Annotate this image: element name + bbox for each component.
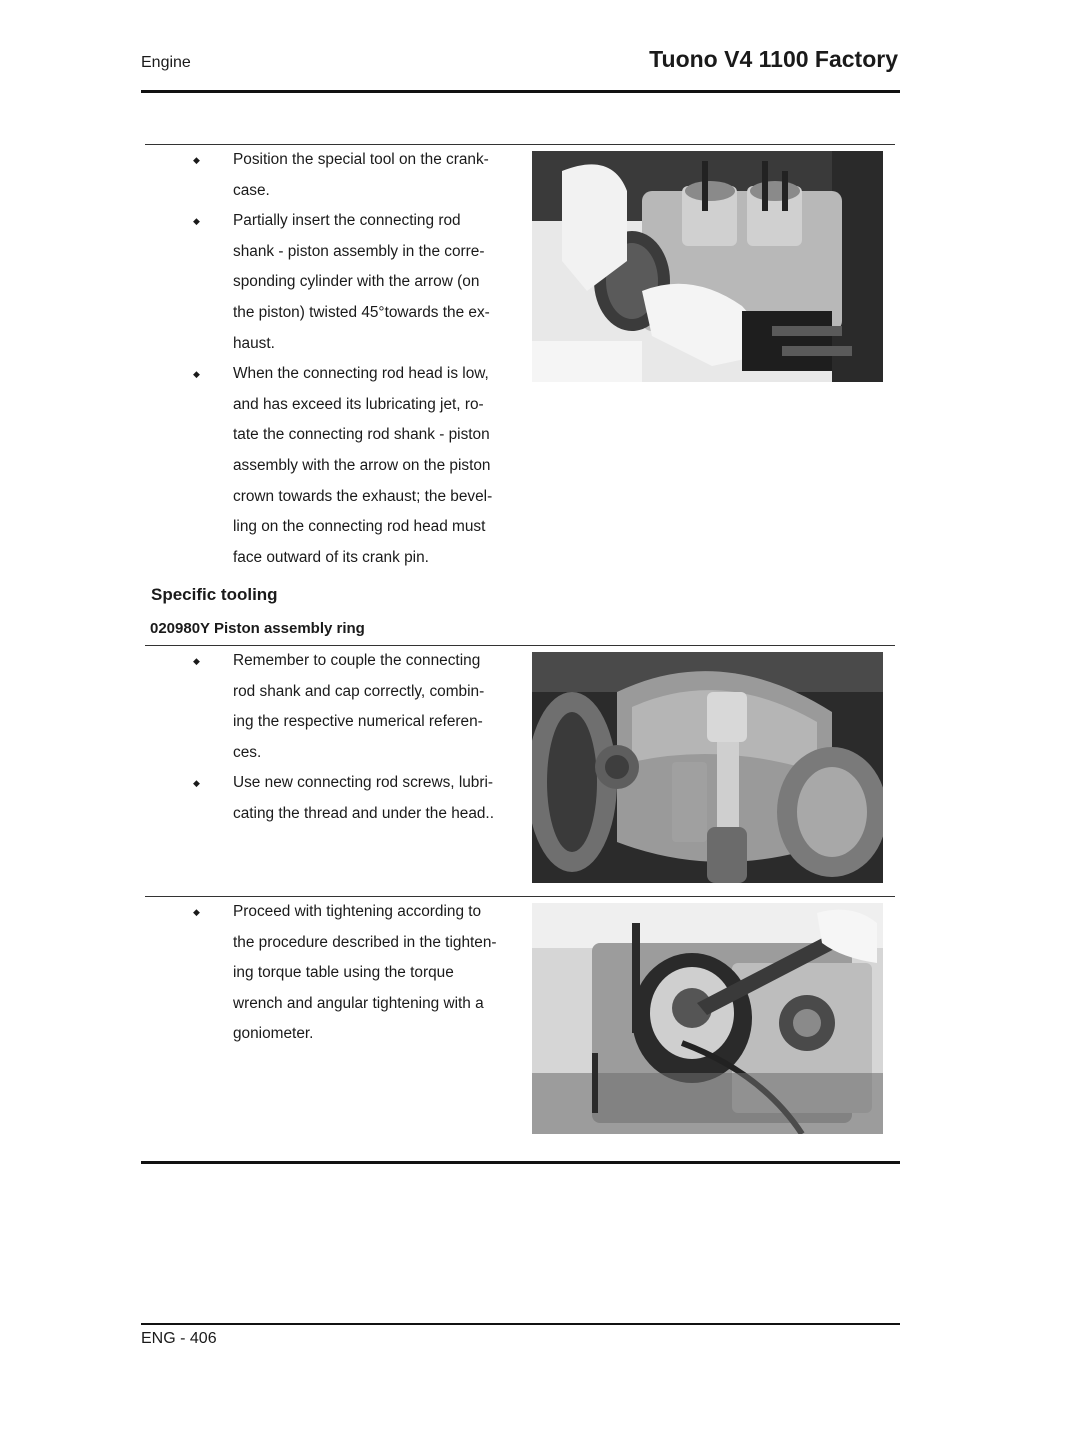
instruction-block-1 xyxy=(193,145,523,573)
tool-reference: 020980Y Piston assembly ring xyxy=(150,620,365,637)
section-end-rule xyxy=(141,1161,900,1164)
bullet-icon: ◆ xyxy=(193,656,200,666)
bullet-icon: ◆ xyxy=(193,216,200,227)
bullet-icon: ◆ xyxy=(193,907,200,917)
list-item: ◆ When the connecting rod head is low, and has exceed its lubricating jet, ro- tate the connecting rod shank - piston assembly with the arrow on the piston crown towards the exhaust; the bevel- ling on the connecting rod head must face outward of its crank pin. xyxy=(233,359,523,573)
running-header-section: Engine xyxy=(141,54,191,71)
photo-connecting-rod-cap xyxy=(532,652,883,883)
bullet-icon: ◆ xyxy=(193,155,200,165)
specific-tooling-heading: Specific tooling xyxy=(151,585,278,604)
photo-torque-goniometer xyxy=(532,903,883,1134)
header-rule xyxy=(141,90,900,93)
instruction-block-3 xyxy=(193,897,523,1050)
instruction-block-2 xyxy=(193,646,523,830)
list-item: ◆ Proceed with tightening according to the procedure described in the tighten- ing torque table using the torque wrench and angular tightening with a goniometer. xyxy=(233,897,523,1050)
footer-rule xyxy=(141,1323,900,1325)
running-header-title: Tuono V4 1100 Factory xyxy=(649,46,898,72)
photo-piston-insertion xyxy=(532,151,883,382)
page-number: ENG - 406 xyxy=(141,1330,217,1347)
bullet-icon: ◆ xyxy=(193,369,200,380)
list-item: ◆ Remember to couple the connecting rod shank and cap correctly, combin- ing the respective numerical referen- ces. xyxy=(233,646,523,768)
list-item: ◆ Partially insert the connecting rod shank - piston assembly in the corre- sponding cylinder with the arrow (on the piston) twisted 45°towards the ex- haust. xyxy=(233,206,523,359)
list-item: ◆ Use new connecting rod screws, lubri- cating the thread and under the head.. xyxy=(233,768,523,829)
bullet-icon: ◆ xyxy=(193,778,200,789)
list-item: ◆ Position the special tool on the crank- case. xyxy=(233,145,523,206)
